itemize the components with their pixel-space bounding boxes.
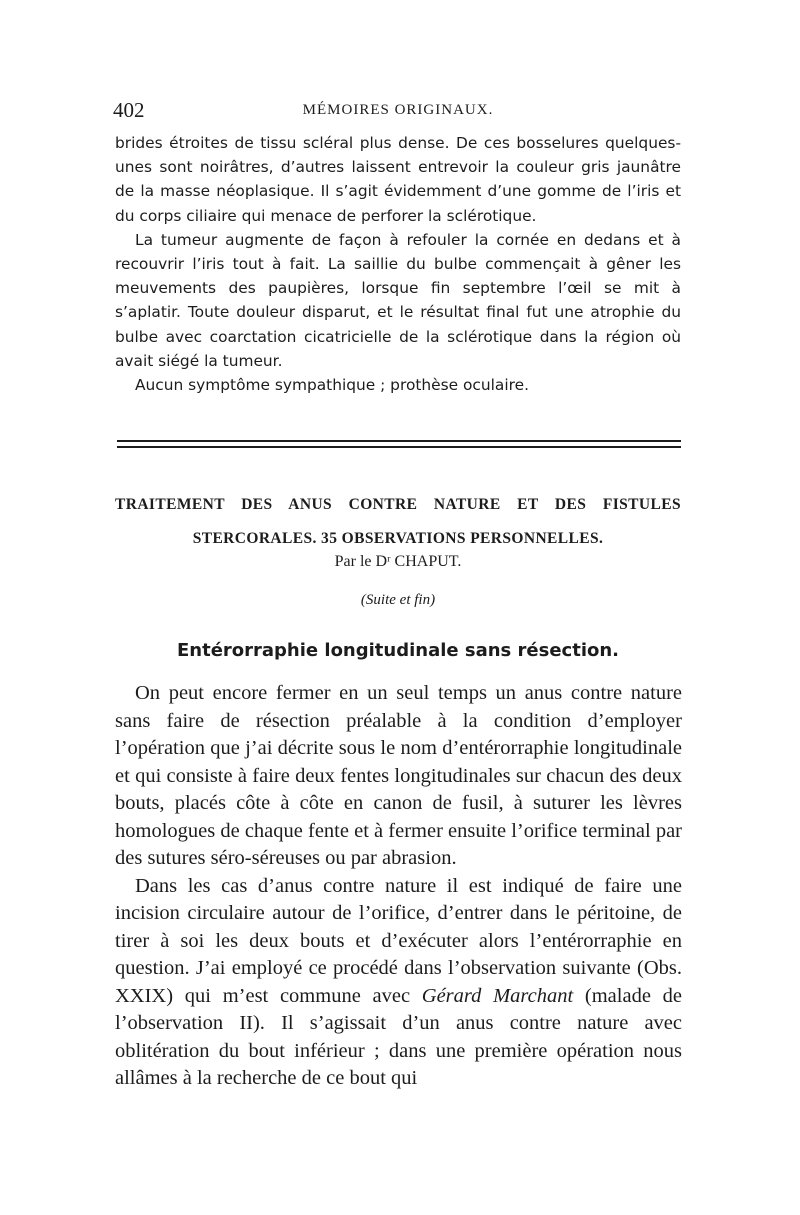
section-heading: Entérorraphie longitudinale sans résection. — [176, 640, 620, 661]
separator-rule — [117, 440, 681, 442]
paragraph: On peut encore fermer en un seul temps un anus contre nature sans faire de résection préalable à la condition d’employer l’opération que j’ai décrite sous le nom d’entérorraphie longitudinale et qui consiste à faire deux fentes longitudinales sur chacun des deux bouts, placés côte à côte en canon de fusil, à suturer les lèvres homologues de chaque fente et à fermer ensuite l’orifice terminal par des sutures séro-séreuses ou par abrasion. — [115, 682, 682, 869]
person-name: Gérard Marchant — [421, 984, 574, 1007]
paragraph: Aucun symptôme sympathique ; prothèse oculaire. — [135, 376, 529, 395]
author-line: Par le Dʳ CHAPUT. — [334, 553, 462, 570]
paragraph-text: Dans les cas d’anus contre nature il est indiqué de faire une incision circulaire autour de l’orifice, d’entrer dans le péritoine, de tirer à soi les deux bouts et d’exécuter alors l’entérorraphie en question. J’ai employé ce procédé dans l’observation suivante (Obs. XXIX) qui m’est commune avec — [115, 874, 682, 1007]
paragraph: La tumeur augmente de façon à refouler la cornée en dedans et à recouvrir l’iris tout à fait. La saillie du bulbe commençait à gêner les meuvements des paupières, lorsque fin septembre l’œil se mit à s’aplatir. Toute douleur disparut, et le résultat final fut une atrophie du bulbe avec coarctation cicatricielle de la sclérotique dans la région où avait siégé la tumeur. — [115, 230, 681, 370]
article-title-line-2: STERCORALES. 35 OBSERVATIONS PERSONNELLES. — [192, 530, 604, 547]
article-title — [115, 488, 681, 556]
article-body — [115, 680, 682, 1093]
continuation-note: (Suite et fin) — [360, 592, 436, 608]
page-header — [113, 98, 683, 126]
article-title-line-1: TRAITEMENT DES ANUS CONTRE NATURE ET DES FISTULES — [115, 496, 681, 513]
paragraph: brides étroites de tissu scléral plus dense. De ces bosselures quelques-unes sont noirâtres, d’autres laissent entrevoir la couleur gris jaunâtre de la masse néoplasique. Il s’agit évidemment d’une gomme de l’iris et du corps ciliaire qui menace de perforer la sclérotique. — [115, 134, 681, 225]
previous-article-text — [115, 131, 681, 397]
running-title: MÉMOIRES ORIGINAUX. — [302, 102, 494, 118]
paragraph-text: (malade de l’observation II). Il s’agissait d’un anus contre nature avec oblitération du bout inférieur ; dans une première opération nous allâmes à la recherche de ce bout qui — [115, 984, 682, 1089]
page-number: 402 — [113, 98, 145, 122]
separator-rule — [117, 446, 681, 448]
paragraph — [115, 873, 682, 1093]
